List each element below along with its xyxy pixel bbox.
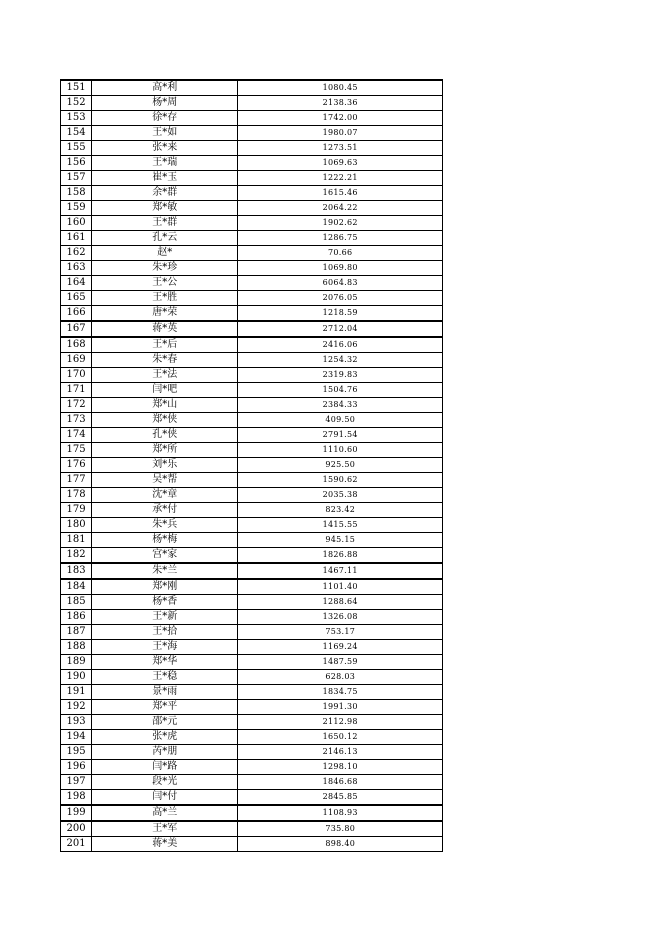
row-number-cell: 190 <box>61 670 92 685</box>
table-row <box>61 563 443 579</box>
row-number-cell: 196 <box>61 760 92 775</box>
row-number-cell: 195 <box>61 745 92 760</box>
row-number-cell: 183 <box>61 563 92 579</box>
name-cell: 承*付 <box>92 503 238 518</box>
name-cell: 郑*山 <box>92 398 238 413</box>
amount-cell: 1826.88 <box>238 548 443 564</box>
amount-cell: 1110.60 <box>238 443 443 458</box>
row-number-cell: 162 <box>61 246 92 261</box>
name-cell: 王*公 <box>92 276 238 291</box>
table-row <box>61 276 443 291</box>
amount-cell: 823.42 <box>238 503 443 518</box>
row-number-cell: 156 <box>61 156 92 171</box>
table-row <box>61 368 443 383</box>
amount-cell: 1298.10 <box>238 760 443 775</box>
table-row <box>61 473 443 488</box>
row-number-cell: 165 <box>61 291 92 306</box>
name-cell: 王*拾 <box>92 625 238 640</box>
row-number-cell: 170 <box>61 368 92 383</box>
table-row <box>61 503 443 518</box>
name-cell: 郑*刚 <box>92 579 238 595</box>
table-row <box>61 715 443 730</box>
name-cell: 孔*侠 <box>92 428 238 443</box>
name-cell: 王*后 <box>92 337 238 353</box>
table-row <box>61 579 443 595</box>
amount-cell: 2076.05 <box>238 291 443 306</box>
table-row <box>61 186 443 201</box>
amount-cell: 1487.59 <box>238 655 443 670</box>
table-row <box>61 685 443 700</box>
table-row <box>61 443 443 458</box>
row-number-cell: 176 <box>61 458 92 473</box>
amount-cell: 628.03 <box>238 670 443 685</box>
table-row <box>61 625 443 640</box>
name-cell: 刘*乐 <box>92 458 238 473</box>
amount-cell: 1902.62 <box>238 216 443 231</box>
amount-cell: 1504.76 <box>238 383 443 398</box>
row-number-cell: 180 <box>61 518 92 533</box>
table-row <box>61 353 443 368</box>
table-row <box>61 837 443 852</box>
name-cell: 郑*敏 <box>92 201 238 216</box>
table-row <box>61 201 443 216</box>
amount-cell: 2384.33 <box>238 398 443 413</box>
table-row <box>61 383 443 398</box>
table-row <box>61 610 443 625</box>
amount-cell: 1254.32 <box>238 353 443 368</box>
amount-cell: 753.17 <box>238 625 443 640</box>
name-cell: 郑*侠 <box>92 413 238 428</box>
name-cell: 朱*兵 <box>92 518 238 533</box>
table-row <box>61 655 443 670</box>
table-row <box>61 291 443 306</box>
name-cell: 朱*珍 <box>92 261 238 276</box>
name-cell: 杨*香 <box>92 595 238 610</box>
name-cell: 高*利 <box>92 80 238 96</box>
name-cell: 段*光 <box>92 775 238 790</box>
name-cell: 闫*路 <box>92 760 238 775</box>
row-number-cell: 189 <box>61 655 92 670</box>
amount-cell: 1108.93 <box>238 805 443 821</box>
name-cell: 杨*梅 <box>92 533 238 548</box>
name-cell: 邵*元 <box>92 715 238 730</box>
name-cell: 沈*章 <box>92 488 238 503</box>
table-row <box>61 790 443 806</box>
amount-cell: 735.80 <box>238 821 443 837</box>
table-row <box>61 805 443 821</box>
table-row <box>61 261 443 276</box>
row-number-cell: 171 <box>61 383 92 398</box>
amount-cell: 1834.75 <box>238 685 443 700</box>
table-row <box>61 458 443 473</box>
row-number-cell: 163 <box>61 261 92 276</box>
amount-cell: 1326.08 <box>238 610 443 625</box>
amount-cell: 2138.36 <box>238 96 443 111</box>
row-number-cell: 169 <box>61 353 92 368</box>
row-number-cell: 152 <box>61 96 92 111</box>
name-cell: 宫*家 <box>92 548 238 564</box>
data-table <box>60 79 443 852</box>
amount-cell: 1991.30 <box>238 700 443 715</box>
row-number-cell: 167 <box>61 321 92 337</box>
name-cell: 王*海 <box>92 640 238 655</box>
name-cell: 徐*存 <box>92 111 238 126</box>
amount-cell: 2035.38 <box>238 488 443 503</box>
amount-cell: 1467.11 <box>238 563 443 579</box>
amount-cell: 1650.12 <box>238 730 443 745</box>
table-row <box>61 775 443 790</box>
name-cell: 崔*玉 <box>92 171 238 186</box>
table-row <box>61 96 443 111</box>
amount-cell: 2112.98 <box>238 715 443 730</box>
table-row <box>61 730 443 745</box>
table-body <box>61 80 443 852</box>
amount-cell: 1169.24 <box>238 640 443 655</box>
name-cell: 杨*周 <box>92 96 238 111</box>
name-cell: 王*新 <box>92 610 238 625</box>
row-number-cell: 199 <box>61 805 92 821</box>
row-number-cell: 198 <box>61 790 92 806</box>
row-number-cell: 188 <box>61 640 92 655</box>
name-cell: 吴*帮 <box>92 473 238 488</box>
amount-cell: 2845.85 <box>238 790 443 806</box>
amount-cell: 1590.62 <box>238 473 443 488</box>
row-number-cell: 197 <box>61 775 92 790</box>
amount-cell: 1846.68 <box>238 775 443 790</box>
row-number-cell: 179 <box>61 503 92 518</box>
amount-cell: 70.66 <box>238 246 443 261</box>
table-row <box>61 413 443 428</box>
name-cell: 朱*春 <box>92 353 238 368</box>
table-row <box>61 821 443 837</box>
name-cell: 唐*荣 <box>92 306 238 322</box>
row-number-cell: 182 <box>61 548 92 564</box>
amount-cell: 2064.22 <box>238 201 443 216</box>
table-row <box>61 321 443 337</box>
row-number-cell: 154 <box>61 126 92 141</box>
amount-cell: 2319.83 <box>238 368 443 383</box>
amount-cell: 2146.13 <box>238 745 443 760</box>
row-number-cell: 185 <box>61 595 92 610</box>
row-number-cell: 200 <box>61 821 92 837</box>
row-number-cell: 161 <box>61 231 92 246</box>
table-row <box>61 488 443 503</box>
row-number-cell: 187 <box>61 625 92 640</box>
amount-cell: 1980.07 <box>238 126 443 141</box>
table-row <box>61 111 443 126</box>
row-number-cell: 172 <box>61 398 92 413</box>
amount-cell: 1288.64 <box>238 595 443 610</box>
name-cell: 朱*兰 <box>92 563 238 579</box>
row-number-cell: 157 <box>61 171 92 186</box>
amount-cell: 2712.04 <box>238 321 443 337</box>
row-number-cell: 201 <box>61 837 92 852</box>
name-cell: 王*军 <box>92 821 238 837</box>
name-cell: 蒋*英 <box>92 321 238 337</box>
row-number-cell: 192 <box>61 700 92 715</box>
amount-cell: 1415.55 <box>238 518 443 533</box>
name-cell: 王*瑞 <box>92 156 238 171</box>
row-number-cell: 164 <box>61 276 92 291</box>
table-row <box>61 156 443 171</box>
row-number-cell: 191 <box>61 685 92 700</box>
table-row <box>61 171 443 186</box>
row-number-cell: 194 <box>61 730 92 745</box>
name-cell: 王*稳 <box>92 670 238 685</box>
name-cell: 郑*平 <box>92 700 238 715</box>
name-cell: 王*群 <box>92 216 238 231</box>
row-number-cell: 155 <box>61 141 92 156</box>
table-row <box>61 533 443 548</box>
table-row <box>61 231 443 246</box>
name-cell: 郑*华 <box>92 655 238 670</box>
row-number-cell: 175 <box>61 443 92 458</box>
row-number-cell: 173 <box>61 413 92 428</box>
amount-cell: 1069.63 <box>238 156 443 171</box>
row-number-cell: 151 <box>61 80 92 96</box>
name-cell: 王*如 <box>92 126 238 141</box>
table-row <box>61 126 443 141</box>
name-cell: 王*法 <box>92 368 238 383</box>
row-number-cell: 159 <box>61 201 92 216</box>
amount-cell: 6064.83 <box>238 276 443 291</box>
name-cell: 芮*朋 <box>92 745 238 760</box>
row-number-cell: 160 <box>61 216 92 231</box>
table-row <box>61 337 443 353</box>
name-cell: 张*来 <box>92 141 238 156</box>
table-row <box>61 216 443 231</box>
table-row <box>61 595 443 610</box>
row-number-cell: 158 <box>61 186 92 201</box>
table-row <box>61 700 443 715</box>
amount-cell: 1742.00 <box>238 111 443 126</box>
amount-cell: 2791.54 <box>238 428 443 443</box>
amount-cell: 1069.80 <box>238 261 443 276</box>
row-number-cell: 181 <box>61 533 92 548</box>
amount-cell: 898.40 <box>238 837 443 852</box>
row-number-cell: 186 <box>61 610 92 625</box>
table-row <box>61 640 443 655</box>
table-row <box>61 428 443 443</box>
amount-cell: 2416.06 <box>238 337 443 353</box>
table-row <box>61 398 443 413</box>
amount-cell: 1222.21 <box>238 171 443 186</box>
name-cell: 张*虎 <box>92 730 238 745</box>
name-cell: 孔*云 <box>92 231 238 246</box>
table-row <box>61 141 443 156</box>
name-cell: 闫*付 <box>92 790 238 806</box>
name-cell: 赵* <box>92 246 238 261</box>
name-cell: 景*雨 <box>92 685 238 700</box>
amount-cell: 1101.40 <box>238 579 443 595</box>
name-cell: 郑*所 <box>92 443 238 458</box>
name-cell: 余*群 <box>92 186 238 201</box>
table-row <box>61 670 443 685</box>
row-number-cell: 193 <box>61 715 92 730</box>
row-number-cell: 177 <box>61 473 92 488</box>
table-row <box>61 246 443 261</box>
row-number-cell: 166 <box>61 306 92 322</box>
amount-cell: 925.50 <box>238 458 443 473</box>
amount-cell: 1273.51 <box>238 141 443 156</box>
row-number-cell: 168 <box>61 337 92 353</box>
name-cell: 高*兰 <box>92 805 238 821</box>
table-row <box>61 80 443 96</box>
row-number-cell: 178 <box>61 488 92 503</box>
name-cell: 王*胜 <box>92 291 238 306</box>
name-cell: 闫*吧 <box>92 383 238 398</box>
row-number-cell: 184 <box>61 579 92 595</box>
table-row <box>61 745 443 760</box>
amount-cell: 1286.75 <box>238 231 443 246</box>
amount-cell: 409.50 <box>238 413 443 428</box>
row-number-cell: 153 <box>61 111 92 126</box>
amount-cell: 1218.59 <box>238 306 443 322</box>
table-row <box>61 306 443 322</box>
row-number-cell: 174 <box>61 428 92 443</box>
amount-cell: 945.15 <box>238 533 443 548</box>
amount-cell: 1615.46 <box>238 186 443 201</box>
name-cell: 蒋*美 <box>92 837 238 852</box>
table-row <box>61 760 443 775</box>
table-row <box>61 518 443 533</box>
table-row <box>61 548 443 564</box>
amount-cell: 1080.45 <box>238 80 443 96</box>
